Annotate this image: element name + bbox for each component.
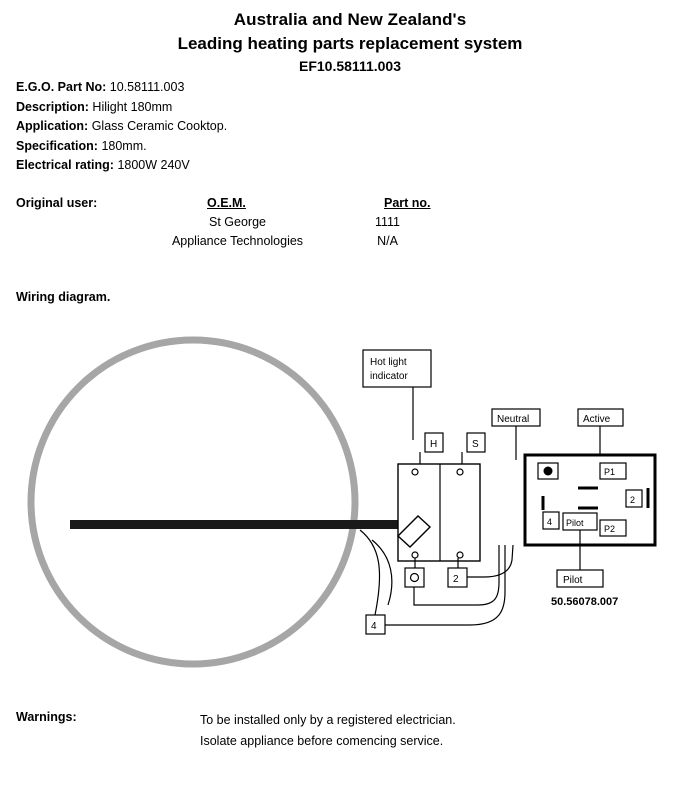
hot-light-indicator-label-2: indicator <box>370 371 408 382</box>
spec-value: Hilight 180mm <box>92 99 173 114</box>
element-wire-1 <box>360 530 380 615</box>
terminal-2-right-label: 2 <box>630 495 636 505</box>
pilot-callout-label: Pilot <box>563 575 583 586</box>
warnings-label: Warnings: <box>16 710 77 724</box>
table-row <box>150 215 480 234</box>
warning-line: To be installed only by a registered electrician. <box>200 713 456 727</box>
oem-column-header: O.E.M. <box>207 196 246 210</box>
oem-name: St George <box>209 215 266 229</box>
wiring-diagram-title: Wiring diagram. <box>16 290 111 304</box>
spec-label: Application: <box>16 119 89 133</box>
oem-part-no: 1111 <box>374 215 401 229</box>
original-user-label: Original user: <box>16 196 98 210</box>
spec-value: 10.58111.003 <box>109 80 185 94</box>
header-part-code: EF10.58111.003 <box>299 58 401 74</box>
spec-row <box>16 78 227 98</box>
oem-name: Appliance Technologies <box>171 234 304 248</box>
spec-label: Specification: <box>16 138 98 153</box>
header-line-1: Australia and New Zealand's <box>233 10 467 29</box>
switch-rotor-icon <box>544 467 553 476</box>
terminal-4-right-label: 4 <box>547 517 553 527</box>
spec-row <box>16 137 227 157</box>
spec-value: 180mm. <box>101 138 147 153</box>
part-no-column-header: Part no. <box>384 196 431 210</box>
neutral-label: Neutral <box>497 414 530 425</box>
terminal-4-left-label: 4 <box>371 621 377 632</box>
active-label: Active <box>583 414 611 425</box>
spec-value: 1800W 240V <box>117 158 190 172</box>
spec-row <box>16 98 227 118</box>
spec-row <box>16 156 227 176</box>
oem-table-header <box>150 196 480 215</box>
terminal-p2-label: P2 <box>604 524 616 534</box>
spec-list <box>16 78 227 176</box>
page-header <box>0 0 700 76</box>
oem-table <box>150 196 480 253</box>
pilot-inner-label: Pilot <box>566 518 584 528</box>
oem-part-no: N/A <box>377 234 398 248</box>
header-line-2: Leading heating parts replacement system <box>177 34 523 53</box>
element-connector-bar <box>70 520 400 529</box>
table-row <box>150 234 480 253</box>
pilot-part-number: 50.56078.007 <box>551 596 619 608</box>
heating-element-ring <box>31 340 355 664</box>
terminal-s-label: S <box>472 439 479 450</box>
spec-label: Description: <box>16 99 89 114</box>
spec-row <box>16 117 227 137</box>
warning-line: Isolate appliance before comencing service. <box>200 734 444 748</box>
hot-light-indicator-label-1: Hot light <box>370 357 407 368</box>
terminal-p1-label: P1 <box>604 467 616 477</box>
terminal-2-left-label: 2 <box>453 574 459 585</box>
wiring-diagram <box>0 330 700 700</box>
terminal-0-box <box>405 568 424 587</box>
warnings-text <box>200 710 456 752</box>
spec-value: Glass Ceramic Cooktop. <box>91 119 228 133</box>
spec-label: Electrical rating: <box>16 158 114 172</box>
terminal-h-label: H <box>430 439 438 450</box>
spec-label: E.G.O. Part No: <box>16 80 107 94</box>
